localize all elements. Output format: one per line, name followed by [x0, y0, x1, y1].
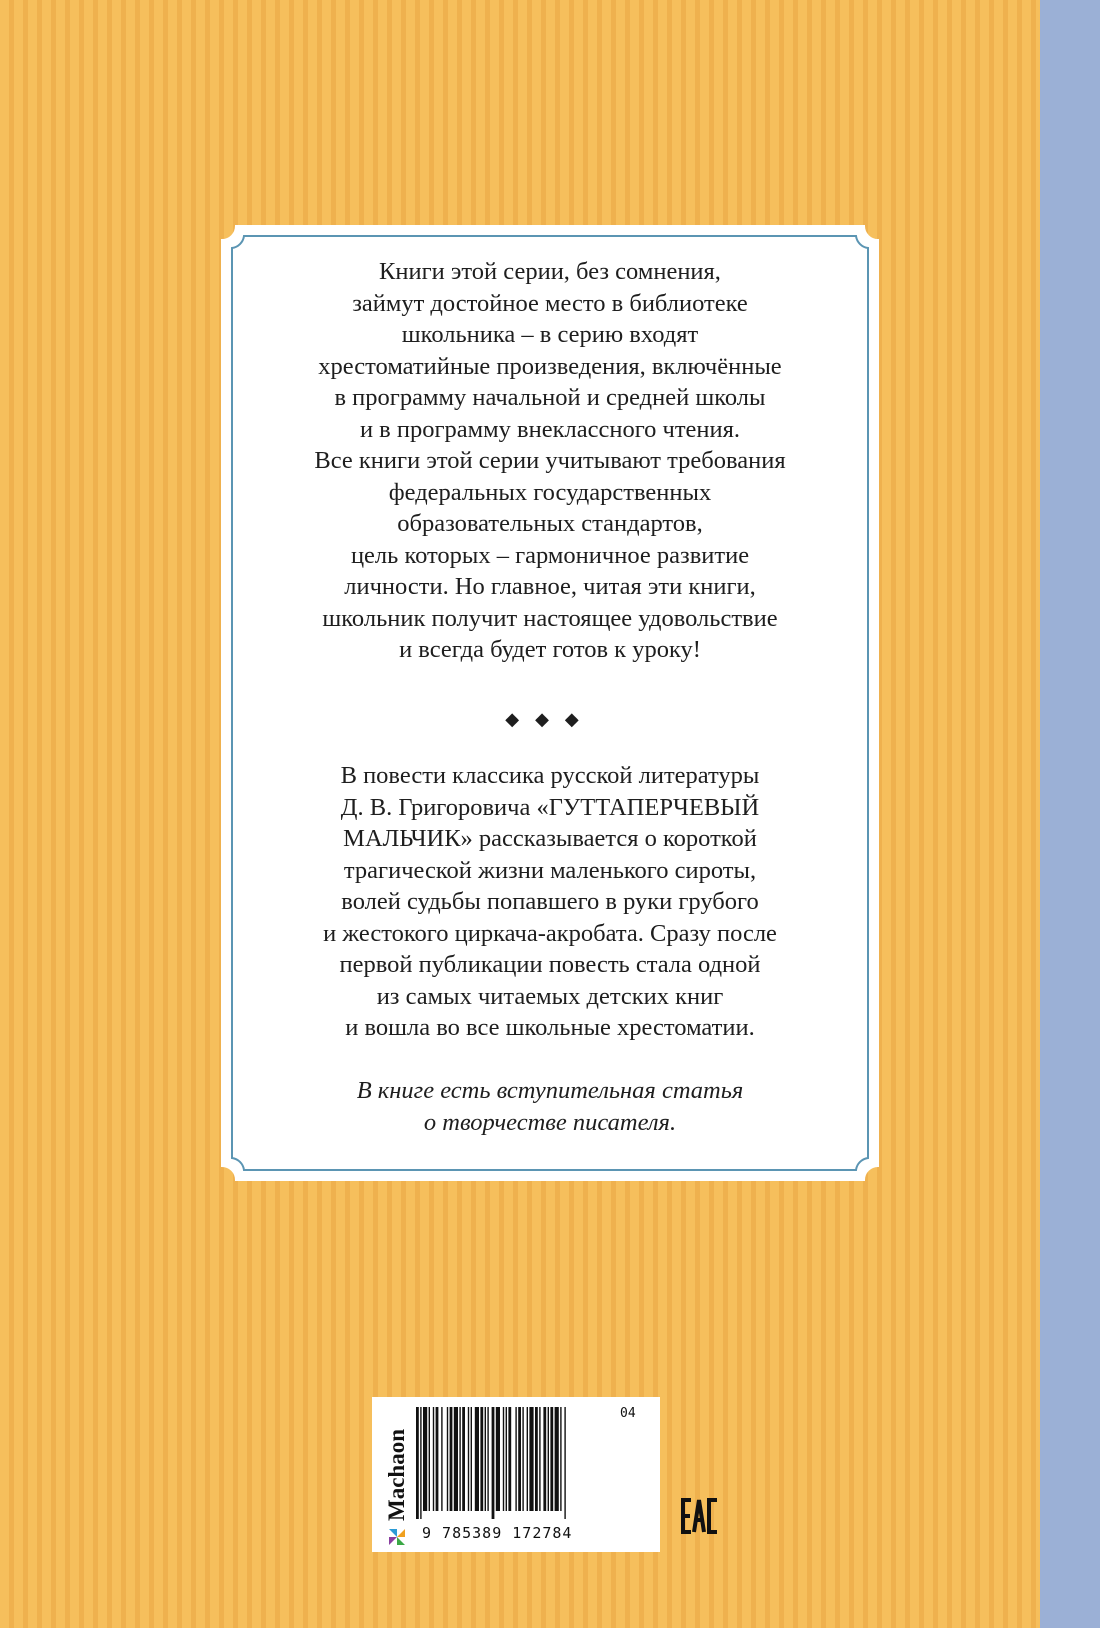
text-line: из самых читаемых детских книг: [376, 982, 724, 1010]
barcode-bar: [423, 1407, 427, 1511]
text-line: волей судьбы попавшего в руки грубого: [341, 888, 759, 915]
barcode-bar: [441, 1407, 442, 1511]
text-line: личности. Но главное, читая эти книги,: [344, 573, 756, 600]
text-line: Книги этой серии, без сомнения,: [379, 258, 721, 285]
barcode-bar: [539, 1407, 540, 1511]
text-line: трагической жизни маленького сироты,: [343, 856, 757, 884]
barcode-bar: [543, 1407, 546, 1511]
barcode-bar: [420, 1407, 421, 1519]
text-line: В повести классика русской литературы: [340, 762, 760, 789]
barcode-bar: [503, 1407, 504, 1511]
barcode-bar: [433, 1407, 434, 1511]
publisher-name: Machaon: [384, 1429, 409, 1521]
text-box: [250, 246, 850, 1161]
text-line: и всегда будет готов к уроку!: [399, 636, 701, 663]
text-line: В книге есть вступительная статья: [356, 1077, 744, 1104]
barcode-bar: [529, 1407, 533, 1511]
barcode-bar: [468, 1407, 469, 1511]
intro-note: [250, 1075, 850, 1138]
barcode-bar: [485, 1407, 486, 1511]
barcode-bar: [487, 1407, 488, 1511]
barcode-bar: [555, 1407, 559, 1511]
barcode-bar: [550, 1407, 553, 1511]
barcode-bar: [480, 1407, 483, 1511]
text-line: цель которых – гармоничное развитие: [350, 541, 750, 569]
barcode-bar: [522, 1407, 523, 1511]
text-line: займут достойное место в библиотеке: [352, 289, 748, 317]
publisher-brand: [382, 1405, 412, 1545]
text-line: о творчестве писателя.: [423, 1108, 677, 1136]
text-line: в программу начальной и средней школы: [334, 384, 766, 411]
text-line: федеральных государственных: [388, 478, 712, 506]
barcode-bar: [506, 1407, 507, 1511]
barcode-panel: [372, 1397, 660, 1552]
barcode-bar: [518, 1407, 521, 1511]
barcode-bar: [471, 1407, 472, 1511]
barcode-bar: [462, 1407, 465, 1511]
barcode-bar: [564, 1407, 565, 1519]
machaon-logo-icon: [387, 1527, 407, 1547]
barcode-bar: [475, 1407, 479, 1511]
barcode-bar: [436, 1407, 439, 1511]
text-line: и вошла во все школьные хрестоматии.: [345, 1014, 755, 1041]
barcode-bar: [515, 1407, 516, 1511]
text-line: образовательных стандартов,: [397, 510, 703, 537]
barcode-bar: [548, 1407, 549, 1511]
text-line: первой публикации повесть стала одной: [339, 951, 761, 978]
text-line: и в программу внеклассного чтения.: [359, 415, 741, 443]
barcode-bar: [416, 1407, 419, 1519]
diamond-ornament: ◆◆◆: [505, 709, 595, 729]
book-description: [250, 760, 850, 1044]
text-line: Д. В. Григоровича «ГУТТАПЕРЧЕВЫЙ: [340, 793, 760, 821]
barcode-bar: [492, 1407, 495, 1519]
barcode-bar: [429, 1407, 430, 1511]
text-line: Все книги этой серии учитывают требования: [314, 447, 786, 474]
barcode-bar: [454, 1407, 458, 1511]
barcode-bar: [508, 1407, 511, 1511]
eac-certification-mark: [680, 1496, 720, 1536]
barcode-bar: [535, 1407, 538, 1511]
isbn-barcode: [414, 1407, 614, 1519]
barcode-bar: [560, 1407, 561, 1511]
barcode-addon-digits: 04: [620, 1406, 636, 1421]
text-line: МАЛЬЧИК» рассказывается о короткой: [343, 825, 757, 852]
text-line: школьника – в серию входят: [401, 321, 699, 348]
isbn-number: 9 785389 172784: [422, 1524, 573, 1542]
barcode-bar: [459, 1407, 460, 1511]
text-line: хрестоматийные произведения, включённые: [318, 352, 782, 380]
text-line: школьник получит настоящее удовольствие: [322, 604, 778, 632]
text-line: и жестокого циркача-акробата. Сразу после: [323, 919, 777, 947]
barcode-bar: [527, 1407, 528, 1511]
barcode-bar: [450, 1407, 453, 1511]
series-description: [250, 256, 850, 666]
barcode-bar: [447, 1407, 448, 1511]
barcode-bar: [496, 1407, 500, 1511]
